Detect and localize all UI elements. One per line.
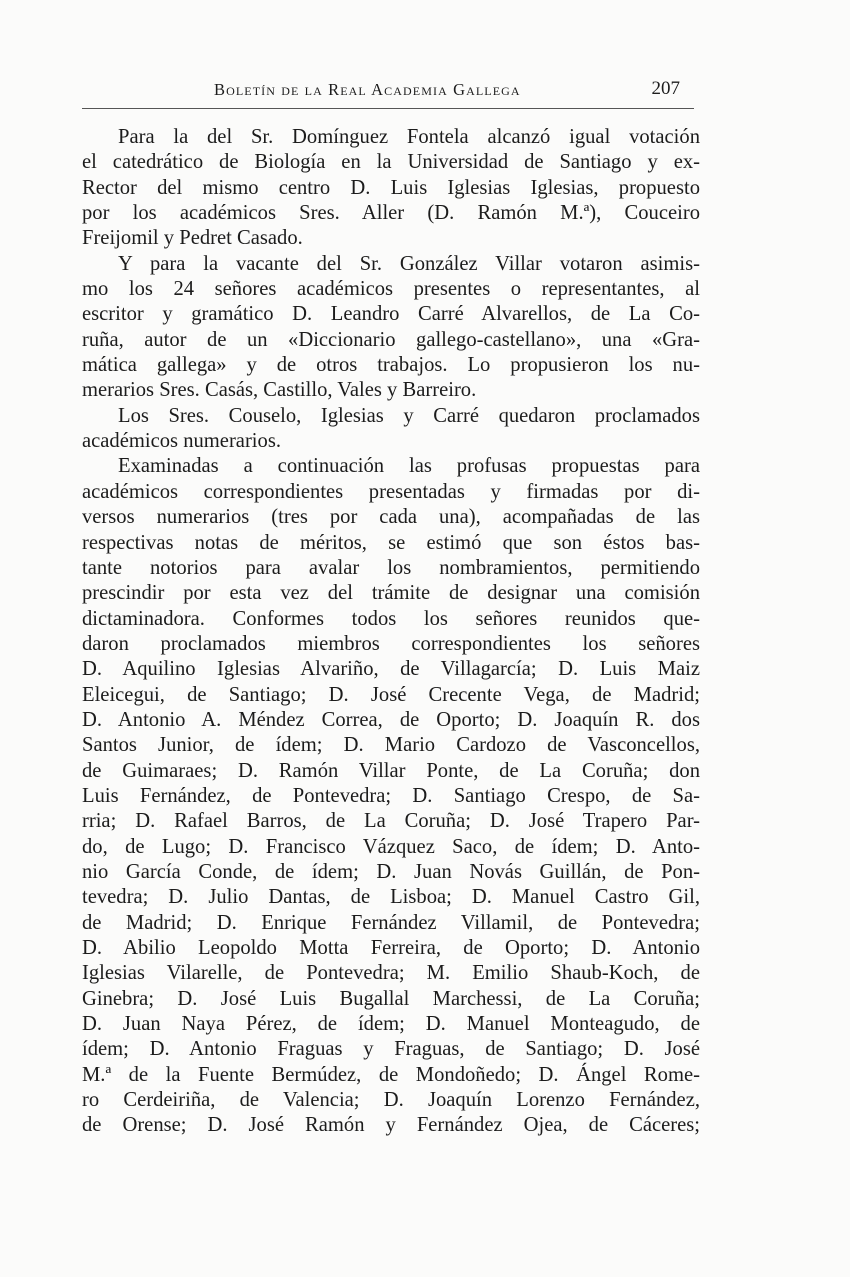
paragraph [82, 125, 700, 252]
paragraph [82, 454, 700, 1138]
text-line: do, de Lugo; D. Francisco Vázquez Saco, de ídem; D. Anto- [82, 835, 700, 858]
text-line: ruña, autor de un «Diccionario gallego-castellano», una «Gra- [82, 328, 700, 351]
text-line: Santos Junior, de ídem; D. Mario Cardozo de Vasconcellos, [82, 734, 700, 757]
text-line: prescindir por esta vez del trámite de designar una comisión [82, 582, 700, 605]
text-line: Examinadas a continuación las profusas propuestas para [118, 455, 700, 478]
text-line: el catedrático de Biología en la Universidad de Santiago y ex- [82, 151, 700, 174]
text-line: D. Antonio A. Méndez Correa, de Oporto; D. Joaquín R. dos [82, 708, 700, 731]
text-line: tevedra; D. Julio Dantas, de Lisboa; D. Manuel Castro Gil, [82, 886, 700, 909]
text-line: académicos correspondientes presentadas y firmadas por di- [82, 480, 700, 503]
text-line: tante notorios para avalar los nombramientos, permitiendo [82, 556, 700, 579]
paragraph [82, 404, 700, 455]
text-line: M.ª de la Fuente Bermúdez, de Mondoñedo; D. Ángel Rome- [82, 1063, 700, 1086]
text-line: respectivas notas de méritos, se estimó que son éstos bas- [82, 531, 700, 554]
text-line: de Guimaraes; D. Ramón Villar Ponte, de La Coruña; don [82, 759, 700, 782]
text-line: mo los 24 señores académicos presentes o representantes, al [82, 278, 700, 301]
text-line: Freijomil y Pedret Casado. [82, 227, 303, 250]
text-line: Rector del mismo centro D. Luis Iglesias Iglesias, propuesto [82, 176, 700, 199]
text-line: rria; D. Rafael Barros, de La Coruña; D. José Trapero Par- [82, 810, 700, 833]
text-line: Para la del Sr. Domínguez Fontela alcanzó igual votación [118, 126, 700, 148]
text-line: Ginebra; D. José Luis Bugallal Marchessi, de La Coruña; [82, 987, 700, 1010]
text-line: merarios Sres. Casás, Castillo, Vales y Barreiro. [82, 379, 477, 402]
paragraph [82, 252, 700, 404]
header-rule [82, 108, 694, 109]
text-line: Y para la vacante del Sr. González Villar votaron asimis- [118, 252, 700, 275]
running-header [82, 78, 694, 106]
running-title: Boletín de la Real Academia Gallega [214, 80, 521, 99]
text-line: Los Sres. Couselo, Iglesias y Carré quedaron proclamados [118, 404, 700, 427]
text-line: de Orense; D. José Ramón y Fernández Ojea, de Cáceres; [82, 1114, 700, 1137]
text-line: académicos numerarios. [82, 430, 281, 453]
text-line: versos numerarios (tres por cada una), acompañadas de las [82, 506, 700, 529]
text-line: daron proclamados miembros correspondientes los señores [82, 632, 700, 655]
text-line: D. Aquilino Iglesias Alvariño, de Villagarcía; D. Luis Maiz [82, 658, 700, 681]
text-line: D. Juan Naya Pérez, de ídem; D. Manuel Monteagudo, de [82, 1013, 700, 1036]
text-line: por los académicos Sres. Aller (D. Ramón M.ª), Couceiro [82, 202, 700, 225]
text-line: Iglesias Vilarelle, de Pontevedra; M. Emilio Shaub-Koch, de [82, 962, 700, 985]
text-line: ídem; D. Antonio Fraguas y Fraguas, de Santiago; D. José [82, 1038, 700, 1061]
text-line: nio García Conde, de ídem; D. Juan Novás Guillán, de Pon- [82, 860, 700, 883]
text-line: D. Abilio Leopoldo Motta Ferreira, de Oporto; D. Antonio [82, 937, 700, 959]
page-number: 207 [651, 78, 680, 99]
text-line: escritor y gramático D. Leandro Carré Alvarellos, de La Co- [82, 303, 700, 326]
text-line: Eleicegui, de Santiago; D. José Crecente Vega, de Madrid; [82, 683, 700, 706]
text-line: dictaminadora. Conformes todos los señores reunidos que- [82, 607, 700, 630]
text-line: de Madrid; D. Enrique Fernández Villamil, de Pontevedra; [82, 911, 700, 934]
text-line: mática gallega» y de otros trabajos. Lo propusieron los nu- [82, 354, 700, 377]
text-line: Luis Fernández, de Pontevedra; D. Santiago Crespo, de Sa- [82, 784, 700, 807]
text-line: ro Cerdeiriña, de Valencia; D. Joaquín Lorenzo Fernández, [82, 1089, 700, 1112]
body-text [82, 125, 700, 1139]
